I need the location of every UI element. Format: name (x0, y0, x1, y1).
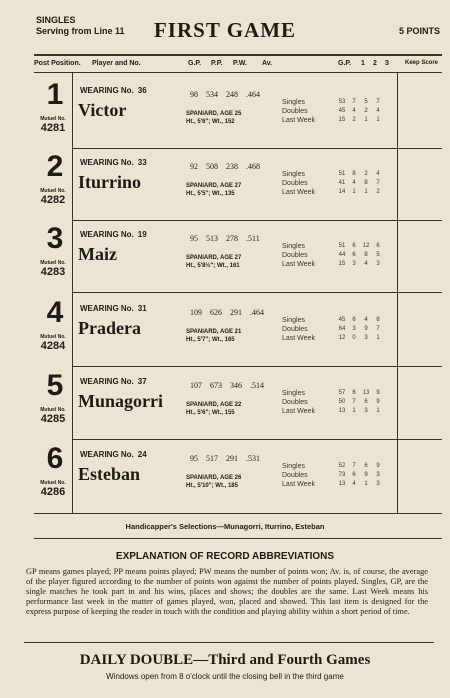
record-row-doubles (336, 251, 384, 260)
record-row-last_week (336, 116, 384, 125)
record-grid (336, 170, 384, 197)
record-cell: 13 (338, 481, 346, 487)
height-weight: Ht., 5'8½"; Wt., 161 (186, 263, 240, 269)
player-bio (186, 182, 241, 198)
mutuel-label: Mutuel No. (40, 480, 66, 486)
record-cell: 1 (364, 117, 368, 123)
wearing-number (80, 450, 147, 459)
stat-pp: 673 (210, 381, 222, 390)
record-row-last_week (336, 407, 384, 416)
player-name: Iturrino (78, 172, 141, 192)
entry-divider (72, 366, 442, 367)
record-cell: 3 (364, 408, 368, 414)
record-label-singles: Singles (282, 99, 305, 106)
handicapper-selections: Handicapper's Selections—Munagorri, Iturrino, Esteban (125, 522, 325, 531)
stat-pp: 626 (210, 308, 222, 317)
mutuel-number: 4281 (40, 122, 66, 134)
record-label-doubles: Doubles (282, 326, 308, 333)
mutuel-number: 4286 (40, 486, 66, 498)
player-stats (190, 454, 268, 463)
stat-av: .511 (246, 234, 260, 243)
record-label-doubles: Doubles (282, 472, 308, 479)
record-cell: 15 (338, 117, 346, 123)
record-cell: 4 (352, 108, 356, 114)
player-stats (190, 381, 272, 390)
record-cell: 4 (364, 317, 368, 323)
wearing-value: 24 (137, 450, 147, 459)
record-cell: 3 (352, 326, 356, 332)
record-cell: 9 (376, 399, 380, 405)
table-bottom-rule (34, 513, 442, 514)
record-cell: 6 (376, 243, 380, 249)
player-stats (190, 90, 268, 99)
col-av: Av. (262, 60, 273, 67)
record-cell: 7 (352, 463, 356, 469)
record-cell: 64 (338, 326, 346, 332)
record-row-last_week (336, 334, 384, 343)
record-cell: 5 (364, 99, 368, 105)
nationality-age: SPANIARD, AGE 26 (186, 475, 242, 481)
record-cell: 4 (376, 171, 380, 177)
record-cell: 6 (352, 317, 356, 323)
player-entry (0, 150, 450, 224)
player-entry (0, 78, 450, 152)
col-gp2: G.P. (338, 60, 352, 67)
record-cell: 7 (376, 180, 380, 186)
record-cell: 45 (338, 108, 346, 114)
record-cell: 12 (362, 243, 370, 249)
mutuel-label: Mutuel No. (40, 188, 66, 194)
record-row-singles (336, 316, 384, 325)
player-stats (190, 234, 268, 243)
col-2: 2 (373, 60, 377, 67)
record-cell: 3 (352, 261, 356, 267)
post-position: 4 (46, 296, 64, 329)
record-cell: 3 (376, 481, 380, 487)
record-label-singles: Singles (282, 317, 305, 324)
mutuel-number: 4282 (40, 194, 66, 206)
record-cell: 7 (352, 399, 356, 405)
record-cell: 41 (338, 180, 346, 186)
record-row-doubles (336, 471, 384, 480)
record-cell: 8 (364, 252, 368, 258)
record-row-last_week (336, 480, 384, 489)
column-rule (34, 72, 442, 73)
record-cell: 2 (352, 117, 356, 123)
record-cell: 4 (364, 261, 368, 267)
stat-gp: 95 (190, 454, 198, 463)
height-weight: Ht., 5'6"; Wt., 152 (186, 119, 235, 125)
col-1: 1 (361, 60, 365, 67)
record-cell: 51 (338, 243, 346, 249)
record-label-last-week: Last Week (282, 117, 315, 124)
record-cell: 15 (338, 261, 346, 267)
record-label-doubles: Doubles (282, 180, 308, 187)
nationality-age: SPANIARD, AGE 27 (186, 183, 242, 189)
record-label-singles: Singles (282, 463, 305, 470)
record-cell: 1 (376, 408, 380, 414)
player-entry (0, 442, 450, 516)
post-position: 2 (46, 150, 64, 183)
game-type-label: SINGLES (36, 15, 76, 25)
post-position: 6 (46, 442, 64, 475)
record-label-singles: Singles (282, 243, 305, 250)
stat-pw: 291 (230, 308, 242, 317)
height-weight: Ht., 5'6"; Wt., 155 (186, 410, 235, 416)
height-weight: Ht., 5'7"; Wt., 165 (186, 337, 235, 343)
wearing-number (80, 377, 147, 386)
record-label-singles: Singles (282, 171, 305, 178)
record-grid (336, 462, 384, 489)
col-pw: P.W. (233, 60, 247, 67)
record-cell: 0 (352, 335, 356, 341)
wearing-label: WEARING No. (80, 230, 134, 239)
player-bio (186, 254, 241, 270)
stat-gp: 109 (190, 308, 202, 317)
serving-line: Serving from Line 11 (36, 26, 125, 36)
record-cell: 13 (362, 390, 370, 396)
wearing-value: 36 (137, 86, 147, 95)
record-row-last_week (336, 188, 384, 197)
record-cell: 5 (376, 252, 380, 258)
record-label-doubles: Doubles (282, 108, 308, 115)
wearing-number (80, 158, 147, 167)
player-stats (190, 162, 268, 171)
record-cell: 6 (364, 463, 368, 469)
record-grid (336, 316, 384, 343)
stat-pp: 508 (206, 162, 218, 171)
player-name: Victor (78, 100, 127, 120)
mutuel-label: Mutuel No. (40, 116, 66, 122)
record-row-singles (336, 242, 384, 251)
col-player: Player and No. (92, 60, 141, 67)
record-cell: 7 (376, 99, 380, 105)
record-cell: 1 (352, 408, 356, 414)
stat-pw: 291 (226, 454, 238, 463)
wearing-value: 33 (137, 158, 147, 167)
stat-gp: 92 (190, 162, 198, 171)
col-gp: G.P. (188, 60, 202, 67)
record-cell: 8 (364, 180, 368, 186)
post-position: 3 (46, 222, 64, 255)
player-bio (186, 328, 241, 344)
stat-pw: 248 (226, 90, 238, 99)
record-row-singles (336, 389, 384, 398)
record-cell: 13 (338, 408, 346, 414)
record-cell: 7 (376, 326, 380, 332)
record-cell: 14 (338, 189, 346, 195)
nationality-age: SPANIARD, AGE 22 (186, 402, 242, 408)
record-cell: 1 (352, 189, 356, 195)
record-cell: 53 (338, 99, 346, 105)
player-bio (186, 474, 241, 490)
height-weight: Ht., 5'10"; Wt., 185 (186, 483, 238, 489)
record-cell: 6 (364, 399, 368, 405)
record-row-singles (336, 98, 384, 107)
record-cell: 8 (376, 317, 380, 323)
record-row-doubles (336, 325, 384, 334)
record-cell: 3 (376, 261, 380, 267)
record-cell: 12 (338, 335, 346, 341)
record-cell: 8 (352, 171, 356, 177)
record-cell: 9 (376, 463, 380, 469)
player-bio (186, 401, 241, 417)
record-cell: 6 (352, 390, 356, 396)
mutuel-label: Mutuel No. (40, 260, 66, 266)
wearing-number (80, 230, 147, 239)
mutuel-number: 4283 (40, 266, 66, 278)
record-cell: 1 (376, 117, 380, 123)
post-position: 1 (46, 78, 64, 111)
record-cell: 50 (338, 399, 346, 405)
entry-divider (72, 220, 442, 221)
explanation-title: EXPLANATION OF RECORD ABBREVIATIONS (115, 551, 335, 562)
record-grid (336, 242, 384, 269)
record-row-singles (336, 462, 384, 471)
stat-av: .531 (246, 454, 260, 463)
record-label-last-week: Last Week (282, 189, 315, 196)
wearing-label: WEARING No. (80, 158, 134, 167)
record-grid (336, 389, 384, 416)
col-keep-score: Keep Score (405, 60, 439, 66)
stat-pw: 238 (226, 162, 238, 171)
entry-divider (72, 439, 442, 440)
record-label-singles: Singles (282, 390, 305, 397)
record-cell: 9 (364, 472, 368, 478)
player-name: Munagorri (78, 391, 163, 411)
player-entry (0, 296, 450, 370)
wearing-value: 31 (137, 304, 147, 313)
record-cell: 6 (352, 243, 356, 249)
wearing-number (80, 86, 147, 95)
entry-divider (72, 148, 442, 149)
mutuel-label: Mutuel No. (40, 334, 66, 340)
record-cell: 73 (338, 472, 346, 478)
player-name: Maiz (78, 244, 117, 264)
explanation-text: GP means games played; PP means points played; PW means the number of points won; Av. is, of course, the average of the player figured according to the number of points won against the number of points played. Singles, GP, are the single matches he took part in and his wins, places and shows; the doubles are the same. Last Week means his performance last week in the matter of games played, won, placed and showed. This last item is designed for the express purpose of keeping the reader in touch with the condition and playing ability within a short period of time. (26, 567, 428, 616)
wearing-label: WEARING No. (80, 450, 134, 459)
wearing-label: WEARING No. (80, 377, 134, 386)
record-label-doubles: Doubles (282, 399, 308, 406)
record-cell: 1 (376, 335, 380, 341)
record-cell: 44 (338, 252, 346, 258)
stat-gp: 98 (190, 90, 198, 99)
record-cell: 45 (338, 317, 346, 323)
record-cell: 6 (352, 472, 356, 478)
record-row-doubles (336, 398, 384, 407)
handicap-rule (34, 538, 442, 539)
record-cell: 6 (352, 252, 356, 258)
record-cell: 2 (364, 108, 368, 114)
col-3: 3 (385, 60, 389, 67)
record-cell: 2 (376, 189, 380, 195)
nationality-age: SPANIARD, AGE 25 (186, 111, 242, 117)
record-row-doubles (336, 107, 384, 116)
record-row-singles (336, 170, 384, 179)
record-row-last_week (336, 260, 384, 269)
stat-av: .464 (250, 308, 264, 317)
player-entry (0, 222, 450, 296)
col-pp: P.P. (211, 60, 223, 67)
wearing-value: 37 (137, 377, 147, 386)
record-label-doubles: Doubles (282, 252, 308, 259)
record-cell: 4 (352, 180, 356, 186)
player-entry (0, 369, 450, 443)
mutuel-label: Mutuel No. (40, 407, 66, 413)
wearing-number (80, 304, 147, 313)
record-cell: 3 (376, 472, 380, 478)
player-name: Pradera (78, 318, 141, 338)
record-grid (336, 98, 384, 125)
record-label-last-week: Last Week (282, 335, 315, 342)
player-name: Esteban (78, 464, 141, 484)
player-stats (190, 308, 272, 317)
stat-pw: 278 (226, 234, 238, 243)
stat-pp: 517 (206, 454, 218, 463)
nationality-age: SPANIARD, AGE 21 (186, 329, 242, 335)
col-post: Post Position. (34, 60, 81, 67)
wearing-label: WEARING No. (80, 86, 134, 95)
points-label: 5 POINTS (398, 26, 440, 36)
record-cell: 1 (364, 189, 368, 195)
record-cell: 2 (364, 171, 368, 177)
daily-double-subtitle: Windows open from 8 o'clock until the closing bell in the third game (106, 672, 344, 681)
record-cell: 52 (338, 463, 346, 469)
height-weight: Ht., 5'5"; Wt., 135 (186, 191, 235, 197)
stat-av: .464 (246, 90, 260, 99)
record-cell: 57 (338, 390, 346, 396)
daily-double-title: DAILY DOUBLE—Third and Fourth Games (79, 652, 371, 668)
stat-gp: 107 (190, 381, 202, 390)
stat-pp: 513 (206, 234, 218, 243)
mutuel-number: 4284 (40, 340, 66, 352)
record-cell: 3 (364, 335, 368, 341)
record-cell: 9 (376, 390, 380, 396)
page-title: FIRST GAME (153, 18, 297, 42)
record-cell: 1 (364, 481, 368, 487)
header-rule (34, 54, 442, 56)
record-cell: 9 (364, 326, 368, 332)
record-cell: 4 (376, 108, 380, 114)
wearing-value: 19 (137, 230, 147, 239)
entry-divider (72, 292, 442, 293)
stat-pp: 534 (206, 90, 218, 99)
stat-av: .514 (250, 381, 264, 390)
mutuel-number: 4285 (40, 413, 66, 425)
player-bio (186, 110, 241, 126)
record-cell: 7 (352, 99, 356, 105)
footer-rule (24, 642, 434, 643)
stat-gp: 95 (190, 234, 198, 243)
record-label-last-week: Last Week (282, 261, 315, 268)
record-cell: 4 (352, 481, 356, 487)
stat-av: .468 (246, 162, 260, 171)
nationality-age: SPANIARD, AGE 27 (186, 255, 242, 261)
record-label-last-week: Last Week (282, 408, 315, 415)
wearing-label: WEARING No. (80, 304, 134, 313)
record-row-doubles (336, 179, 384, 188)
record-label-last-week: Last Week (282, 481, 315, 488)
stat-pw: 346 (230, 381, 242, 390)
record-cell: 51 (338, 171, 346, 177)
post-position: 5 (46, 369, 64, 402)
